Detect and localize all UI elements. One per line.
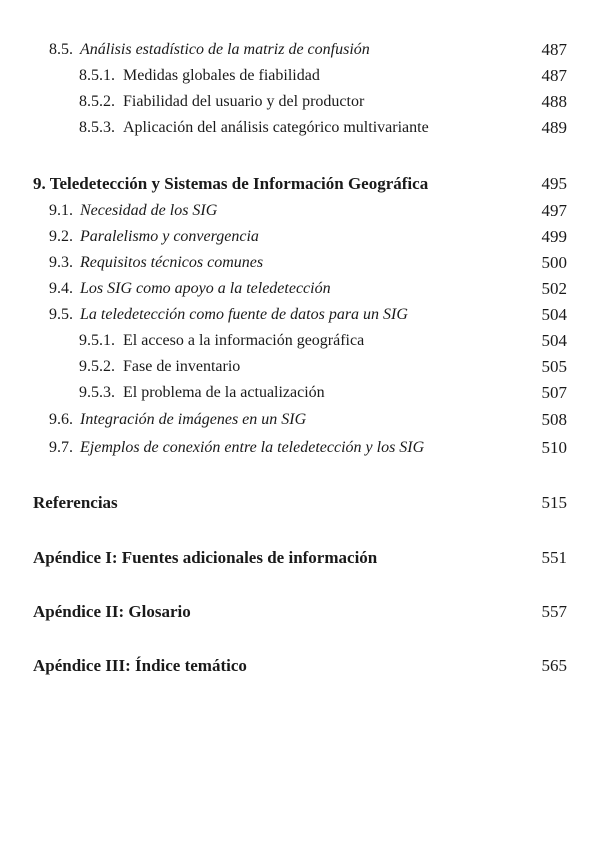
- toc-page: 557: [541, 602, 567, 621]
- toc-entry-8-5: [0, 37, 600, 63]
- toc-number: 9.5.3.: [79, 384, 115, 401]
- toc-entry-9-3: [0, 250, 600, 276]
- toc-number: 8.5.1.: [79, 67, 115, 84]
- toc-chapter-9: [0, 171, 600, 197]
- toc-number: 9.3.: [49, 254, 73, 271]
- toc-number: 9.2.: [49, 228, 73, 245]
- toc-title: Aplicación del análisis categórico multivariante: [123, 119, 429, 136]
- toc-title: Requisitos técnicos comunes: [80, 254, 264, 271]
- toc-entry-9-5: [0, 302, 600, 328]
- back-matter-title: Referencias: [33, 493, 118, 512]
- toc-number: 9.6.: [49, 411, 73, 428]
- toc-appendix-3: [0, 653, 600, 679]
- toc-number: 8.5.2.: [79, 93, 115, 110]
- toc-page: 497: [541, 201, 567, 220]
- toc-entry-9-6: [0, 407, 600, 433]
- toc-page: 504: [541, 331, 567, 350]
- toc-entry-9-5-2: [0, 354, 600, 380]
- toc-entry-9-7: [0, 435, 600, 461]
- toc-number: 9.5.2.: [79, 358, 115, 375]
- back-matter-title: Apéndice I: Fuentes adicionales de información: [33, 548, 378, 567]
- toc-number: 9.4.: [49, 280, 73, 297]
- toc-title: Análisis estadístico de la matriz de confusión: [80, 41, 370, 58]
- toc-entry-9-2: [0, 224, 600, 250]
- toc-entry-8-5-3: [0, 115, 600, 141]
- toc-number: 8.5.3.: [79, 119, 115, 136]
- toc-title: Paralelismo y convergencia: [80, 228, 259, 245]
- toc-page: 495: [541, 174, 567, 193]
- chapter-title: 9. Teledetección y Sistemas de Información Geográfica: [33, 174, 429, 193]
- toc-page: 487: [541, 40, 567, 59]
- toc-page: 500: [541, 253, 567, 272]
- toc-appendix-1: [0, 545, 600, 571]
- toc-title: Necesidad de los SIG: [80, 202, 218, 219]
- toc-title: Ejemplos de conexión entre la teledetección y los SIG: [80, 439, 425, 456]
- toc-title: Fiabilidad del usuario y del productor: [123, 93, 365, 110]
- back-matter-title: Apéndice III: Índice temático: [33, 656, 247, 675]
- back-matter-title: Apéndice II: Glosario: [33, 602, 191, 621]
- toc-page: 508: [541, 410, 567, 429]
- toc-entry-9-4: [0, 276, 600, 302]
- toc-references: [0, 490, 600, 516]
- toc-page: 507: [541, 383, 567, 402]
- toc-page: 487: [541, 66, 567, 85]
- toc-title: El acceso a la información geográfica: [123, 332, 365, 349]
- toc-page: 489: [541, 118, 567, 137]
- toc-title: Los SIG como apoyo a la teledetección: [80, 280, 331, 297]
- toc-page: 488: [541, 92, 567, 111]
- toc-title: Medidas globales de fiabilidad: [123, 67, 320, 84]
- toc-number: 9.7.: [49, 439, 73, 456]
- toc-entry-9-5-1: [0, 328, 600, 354]
- toc-number: 9.5.1.: [79, 332, 115, 349]
- toc-entry-9-5-3: [0, 380, 600, 406]
- toc-appendix-2: [0, 599, 600, 625]
- toc-number: 9.5.: [49, 306, 73, 323]
- toc-entry-9-1: [0, 198, 600, 224]
- toc-page: 515: [541, 493, 567, 512]
- toc-title: Integración de imágenes en un SIG: [80, 411, 307, 428]
- toc-number: 9.1.: [49, 202, 73, 219]
- toc-title: La teledetección como fuente de datos para un SIG: [80, 306, 408, 323]
- toc-page: 505: [541, 357, 567, 376]
- toc-entry-8-5-2: [0, 89, 600, 115]
- toc-title: El problema de la actualización: [123, 384, 325, 401]
- toc-page: 504: [541, 305, 567, 324]
- toc-page: 510: [541, 438, 567, 457]
- toc-entry-8-5-1: [0, 63, 600, 89]
- toc-number: 8.5.: [49, 41, 73, 58]
- toc-page: 502: [541, 279, 567, 298]
- toc-page: 499: [541, 227, 567, 246]
- toc-title: Fase de inventario: [123, 358, 241, 375]
- toc-page: 565: [541, 656, 567, 675]
- toc-page: 551: [541, 548, 567, 567]
